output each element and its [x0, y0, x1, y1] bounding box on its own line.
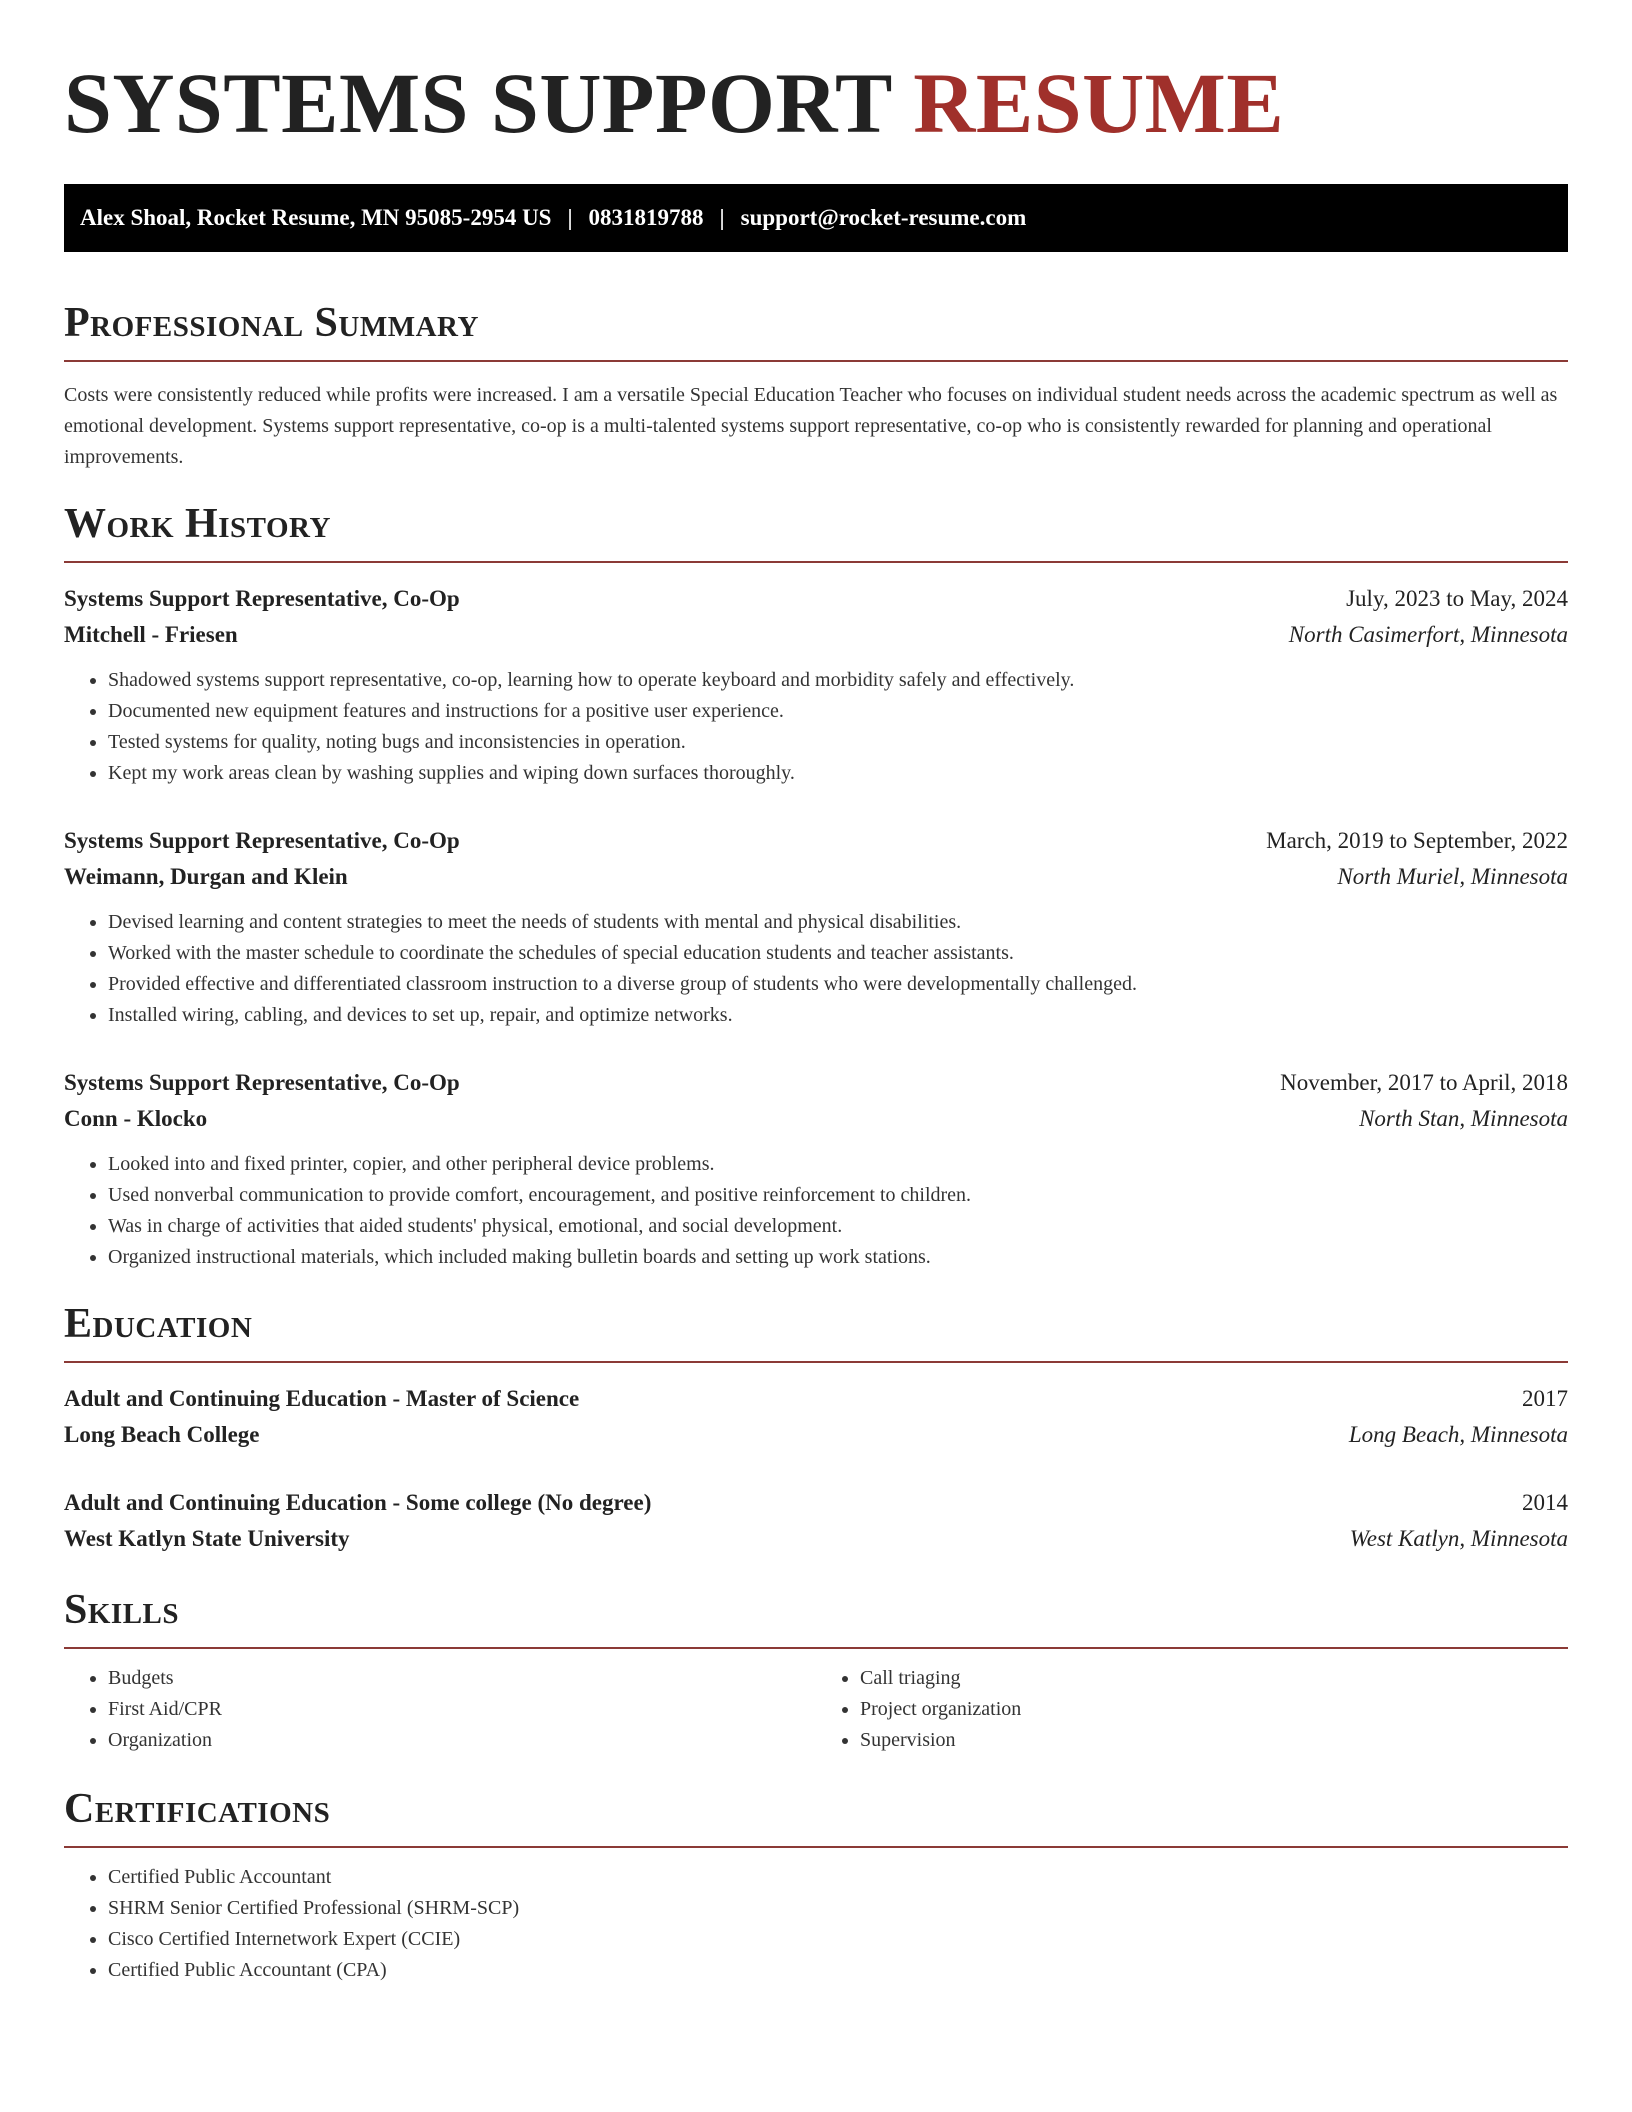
list-item: • Provided effective and differentiated classroom instruction to a diverse group of students who were developmentally challenged.: [108, 969, 1568, 1000]
list-item: • Was in charge of activities that aided students' physical, emotional, and social development.: [108, 1211, 1568, 1242]
job-dates: July, 2023 to May, 2024: [1346, 586, 1568, 611]
contact-phone: 0831819788: [588, 205, 704, 230]
list-item: • Call triaging: [860, 1663, 1568, 1694]
list-item: • Shadowed systems support representative, co-op, learning how to operate keyboard and morbidity safely and effectively.: [108, 665, 1568, 696]
job-duties-list: [64, 1149, 1568, 1273]
education-entry: [64, 1381, 1568, 1453]
list-item: • Certified Public Accountant: [108, 1862, 1568, 1893]
list-item: • Project organization: [860, 1694, 1568, 1725]
education-location: West Katlyn, Minnesota: [1349, 1526, 1568, 1551]
title-accent: RESUME: [913, 55, 1285, 151]
list-item: • Supervision: [860, 1725, 1568, 1756]
education-year: 2017: [1522, 1386, 1568, 1411]
list-item: • Worked with the master schedule to coordinate the schedules of special education students and teacher assistants.: [108, 938, 1568, 969]
job-location: North Stan, Minnesota: [1359, 1106, 1568, 1131]
list-item: • Organization: [108, 1725, 816, 1756]
list-item: • Installed wiring, cabling, and devices to set up, repair, and optimize networks.: [108, 1000, 1568, 1031]
certifications-section: [64, 1788, 1568, 1986]
education-degree: Adult and Continuing Education - Master of Science: [64, 1386, 580, 1411]
job-title-row: [64, 581, 1568, 617]
education-school-row: [64, 1417, 1568, 1453]
list-item: • Looked into and fixed printer, copier, and other peripheral device problems.: [108, 1149, 1568, 1180]
list-item: • Organized instructional materials, which included making bulletin boards and setting up work stations.: [108, 1242, 1568, 1273]
education-degree-row: [64, 1485, 1568, 1521]
job-company: Weimann, Durgan and Klein: [64, 864, 348, 889]
list-item: • SHRM Senior Certified Professional (SHRM-SCP): [108, 1893, 1568, 1924]
education-entry: [64, 1485, 1568, 1557]
job-company-row: [64, 1101, 1568, 1137]
job-dates: March, 2019 to September, 2022: [1266, 828, 1568, 853]
education-location: Long Beach, Minnesota: [1348, 1422, 1568, 1447]
list-item: • Used nonverbal communication to provide comfort, encouragement, and positive reinforcement to children.: [108, 1180, 1568, 1211]
title-main: SYSTEMS SUPPORT: [64, 55, 892, 151]
contact-email: support@rocket-resume.com: [740, 205, 1027, 230]
education-section: [64, 1303, 1568, 1557]
section-heading-certifications: Certifications: [64, 1788, 1568, 1848]
contact-address: Alex Shoal, Rocket Resume, MN 95085-2954 US: [80, 205, 552, 230]
job-location: North Casimerfort, Minnesota: [1288, 622, 1568, 647]
section-heading-education: Education: [64, 1303, 1568, 1363]
certifications-list: [64, 1862, 1568, 1986]
education-degree-row: [64, 1381, 1568, 1417]
list-item: • Certified Public Accountant (CPA): [108, 1955, 1568, 1986]
contact-separator: |: [567, 205, 573, 230]
skills-section: [64, 1589, 1568, 1756]
professional-summary-section: [64, 302, 1568, 473]
job-duties-list: [64, 665, 1568, 789]
resume-title: [64, 55, 1568, 151]
education-degree: Adult and Continuing Education - Some college (No degree): [64, 1490, 652, 1515]
education-school-row: [64, 1521, 1568, 1557]
skills-list-right: [816, 1663, 1568, 1756]
job-entry: [64, 823, 1568, 1031]
job-title: Systems Support Representative, Co-Op: [64, 1070, 460, 1095]
job-title-row: [64, 1065, 1568, 1101]
list-item: • First Aid/CPR: [108, 1694, 816, 1725]
list-item: • Cisco Certified Internetwork Expert (CCIE): [108, 1924, 1568, 1955]
job-title: Systems Support Representative, Co-Op: [64, 586, 460, 611]
job-title: Systems Support Representative, Co-Op: [64, 828, 460, 853]
job-company-row: [64, 859, 1568, 895]
job-company: Mitchell - Friesen: [64, 622, 238, 647]
job-company-row: [64, 617, 1568, 653]
skills-list-left: [64, 1663, 816, 1756]
skills-columns: [64, 1663, 1568, 1756]
section-heading-summary: Professional Summary: [64, 302, 1568, 362]
job-entry: [64, 1065, 1568, 1273]
work-history-section: [64, 503, 1568, 1273]
job-dates: November, 2017 to April, 2018: [1280, 1070, 1568, 1095]
job-company: Conn - Klocko: [64, 1106, 208, 1131]
summary-text: Costs were consistently reduced while profits were increased. I am a versatile Special Education Teacher who focuses on individual student needs across the academic spectrum as well as emotional development. Systems support representative, co-op is a multi-talented systems support representative, co-op who is consistently rewarded for planning and operational improvements.: [64, 384, 1558, 468]
section-heading-skills: Skills: [64, 1589, 1568, 1649]
job-duties-list: [64, 907, 1568, 1031]
list-item: • Documented new equipment features and instructions for a positive user experience.: [108, 696, 1568, 727]
job-location: North Muriel, Minnesota: [1337, 864, 1568, 889]
job-title-row: [64, 823, 1568, 859]
job-entry: [64, 581, 1568, 789]
education-school: West Katlyn State University: [64, 1526, 350, 1551]
section-heading-work: Work History: [64, 503, 1568, 563]
contact-separator: |: [719, 205, 725, 230]
list-item: • Budgets: [108, 1663, 816, 1694]
education-school: Long Beach College: [64, 1422, 260, 1447]
list-item: • Kept my work areas clean by washing supplies and wiping down surfaces thoroughly.: [108, 758, 1568, 789]
education-year: 2014: [1522, 1490, 1568, 1515]
contact-bar: [64, 184, 1568, 252]
list-item: • Tested systems for quality, noting bugs and inconsistencies in operation.: [108, 727, 1568, 758]
list-item: • Devised learning and content strategies to meet the needs of students with mental and physical disabilities.: [108, 907, 1568, 938]
